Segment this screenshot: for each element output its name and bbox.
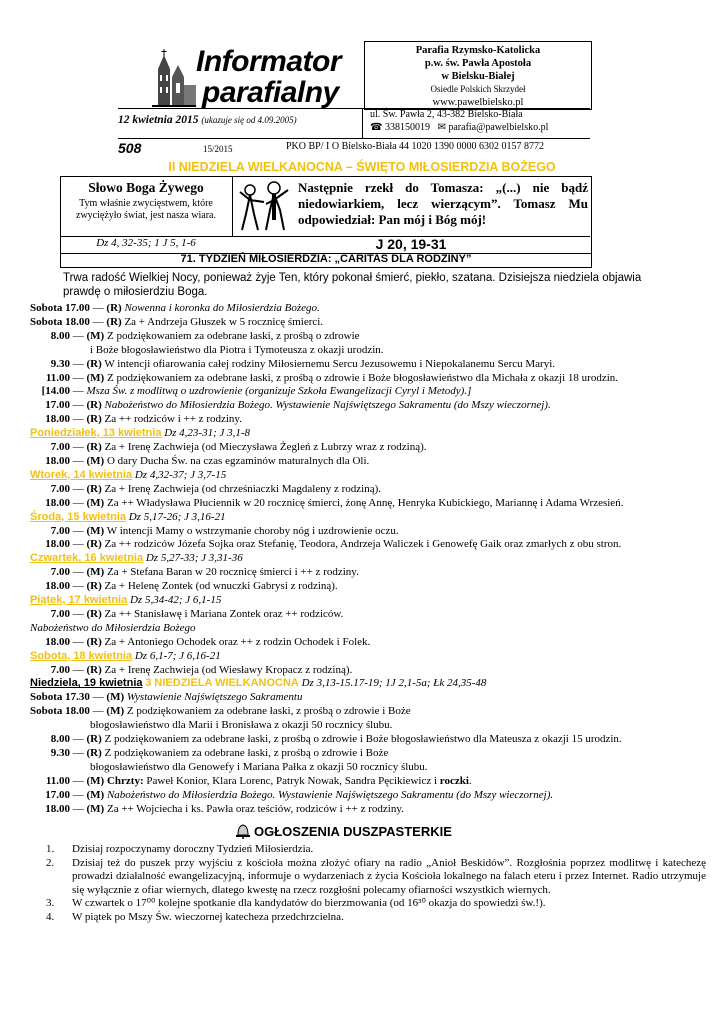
mass-time: [14.00 <box>41 385 70 398</box>
mass-time: 11.00 <box>45 774 70 787</box>
schedule-line: 11.00 — (M) Chrzty: Paweł Konior, Klara Lorenc, Patryk Nowak, Sandra Pęcikiewicz i roczki. <box>30 775 710 789</box>
mass-time: 18.00 <box>45 538 70 551</box>
schedule-line: 18.00 — (M) Za ++ Władysława Płuciennik w 20 rocznicę śmierci, żonę Annę, Henryka Kubickiego, Mariannę i Adama Wrzesień. <box>30 497 710 511</box>
intention-text: Za ++ Stanisławę i Mariana Zontek oraz ++ rodziców. <box>104 607 344 620</box>
schedule-line <box>30 594 710 608</box>
day-heading: Poniedziałek, 13 kwietnia <box>30 427 162 440</box>
celebrant-code: (M) <box>86 802 105 815</box>
schedule-line <box>30 344 710 358</box>
mass-time: Sobota 18.00 <box>30 315 90 328</box>
schedule-line: Sobota 18.00 — (R) Za + Andrzeja Głuszek w 5 rocznicę śmierci. <box>30 315 324 328</box>
schedule-line: 7.00 — (M) Za + Stefana Baran w 20 rocznicę śmierci i ++ z rodziny. <box>30 566 710 580</box>
newsletter-title-line1: Informator <box>196 45 341 78</box>
celebrant-code: (M) <box>86 524 105 537</box>
announcements-list <box>46 843 706 925</box>
day-heading: Wtorek, 14 kwietnia <box>30 468 133 481</box>
mass-time: 17.00 <box>45 788 70 801</box>
intention-text: Z podziękowaniem za odebrane łaski, z prośbą o zdrowie i Boże błogosławieństwo dla Mateusza z okazji 15 urodzin. <box>104 733 622 746</box>
schedule-line <box>30 427 710 441</box>
announcement-text: Dzisiaj rozpoczynamy doroczny Tydzień Miłosierdzia. <box>72 843 314 855</box>
celebrant-code: (R) <box>86 413 102 426</box>
celebrant-code: (R) <box>86 607 102 620</box>
celebrant-code: (R) <box>106 315 122 328</box>
announcement-number: 1. <box>46 843 55 855</box>
intention-text: O dary Ducha Św. na czas egzaminów maturalnych dla Oli. <box>106 454 370 467</box>
email[interactable]: parafia@pawelbielsko.pl <box>448 122 549 133</box>
divider <box>362 108 363 138</box>
announcement-item <box>46 843 706 857</box>
celebrant-code: (M) <box>86 329 105 342</box>
jesus-thomas-illustration-icon <box>236 180 292 232</box>
intention-text: Za + Irenę Zachwieja (od Mieczysława Żegleń z Lubrzy wraz z rodziną). <box>104 441 427 454</box>
celebrant-code: (M) <box>86 454 105 467</box>
mass-time: 18.00 <box>45 454 70 467</box>
celebrant-code: (R) <box>86 580 102 593</box>
mass-time: 9.30 <box>50 747 70 759</box>
celebrant-code: (R) <box>86 663 102 676</box>
intention-text: Za ++ rodziców Józefa Sojka oraz Stefanię, Teodora, Andrzeja Waliczek i Genowefę Gaik oraz zmarłych z obu stron. <box>104 538 622 551</box>
word-subtitle: Tym właśnie zwycięstwem, które zwyciężyło świat, jest nasza wiara. <box>76 198 216 221</box>
intention-text: Z podziękowaniem za odebrane łaski, z prośbą o zdrowie i Boże <box>104 747 389 759</box>
celebrant-code: (M) <box>106 691 125 704</box>
parish-info-box <box>364 41 592 110</box>
intention-continued: błogosławieństwo dla Marii i Bronisława z okazji 50 rocznicy ślubu. <box>90 719 393 732</box>
contact-box <box>364 108 596 137</box>
celebrant-code: (M) <box>86 371 105 384</box>
intention-text: Za + Stefana Baran w 20 rocznicę śmierci i ++ z rodziny. <box>106 566 359 579</box>
date-text: 12 kwietnia 2015 <box>118 114 199 126</box>
schedule-line: Sobota 17.00 — (R) Nowenna i koronka do Miłosierdzia Bożego. <box>30 302 320 314</box>
schedule-line: 18.00 — (R) Za + Helenę Zontek (od wnuczki Gabrysi z rodziną). <box>30 580 710 594</box>
celebrant-code: (R) <box>86 482 102 495</box>
day-readings: Dz 5,27-33; J 3,31-36 <box>145 552 243 565</box>
mass-schedule <box>30 302 710 817</box>
day-heading: Niedziela, 19 kwietnia <box>30 677 143 690</box>
mass-time: 8.00 <box>50 329 70 342</box>
mass-time: 8.00 <box>50 733 70 746</box>
intention-text: Za ++ Władysława Płuciennik w 20 rocznicę śmierci, żonę Annę, Henryka Kubickiego, Mariannę i Adama Wrzesień. <box>106 496 624 509</box>
celebrant-code: (R) <box>86 747 102 759</box>
schedule-line: 7.00 — (R) Za + Irenę Zachwieja (od Wiesławy Kropacz z rodziną). <box>30 664 710 678</box>
schedule-line: 7.00 — (R) Za ++ Stanisławę i Mariana Zontek oraz ++ rodziców. <box>30 608 710 622</box>
phone: 338150019 <box>384 122 430 133</box>
day-heading: Środa, 15 kwietnia <box>30 510 126 523</box>
email-icon: ✉ <box>437 122 446 133</box>
issue-sub: 15/2015 <box>203 144 233 154</box>
celebrant-code: (M) Chrzty: <box>86 774 144 787</box>
schedule-line: 7.00 — (M) W intencji Mamy o wstrzymanie choroby nóg i uzdrowienie oczu. <box>30 525 710 539</box>
celebrant-code: (M) <box>86 566 105 579</box>
mass-time: 7.00 <box>50 441 70 454</box>
intention-text: Za ++ rodziców i ++ z rodziny. <box>104 413 242 426</box>
schedule-line: 8.00 — (M) Z podziękowaniem za odebrane łaski, z prośbą o zdrowie <box>30 330 710 344</box>
day-readings: Dz 5,34-42; J 6,1-15 <box>129 594 222 607</box>
address: ul. Św. Pawła 2, 43-382 Bielsko-Biała <box>370 109 523 120</box>
intention-text: Z podziękowaniem za odebrane łaski, z prośbą o zdrowie i Boże <box>126 705 411 718</box>
schedule-line: 7.00 — (R) Za + Irenę Zachwieja (od Mieczysława Żegleń z Lubrzy wraz z rodziną). <box>30 441 710 455</box>
intention-text: Za + Antoniego Ochodek oraz ++ z rodzin Ochodek i Folek. <box>104 635 371 648</box>
mass-time: Sobota 18.00 <box>30 705 90 718</box>
mass-time: 18.00 <box>45 413 70 426</box>
schedule-line: 18.00 — (R) Za ++ rodziców Józefa Sojka oraz Stefanię, Teodora, Andrzeja Waliczek i Genowefę Gaik oraz zmarłych z obu stron. <box>30 538 710 552</box>
announcement-text: W piątek po Mszy Św. wieczornej katecheza przedchrzcielna. <box>72 910 344 923</box>
announcement-text: W czwartek o 17⁰⁰ kolejne spotkanie dla kandydatów do bierzmowania (od 16³⁰ okazja do spowiedzi św.!). <box>72 897 546 910</box>
schedule-line <box>30 552 710 566</box>
celebrant-code: (M) <box>86 496 105 509</box>
day-heading: Piątek, 17 kwietnia <box>30 594 128 607</box>
parish-line3: w Bielsku-Białej <box>441 71 515 82</box>
celebrant-code: (R) <box>86 733 102 746</box>
date-note: (ukazuje się od 4.09.2005) <box>201 115 297 125</box>
announcement-item <box>46 857 706 898</box>
announcement-text: Dzisiaj też do puszek przy wyjściu z kościoła można złożyć ofiary na radio „Anioł Beskidów”. Rozgłośnia poprzez modlitwę i katechezę prowadzi działalność ewangelizacyjną, informuje o wydarzeniach z życia Kościoła lokalnego na falach eteru i przez Internet. Radio utrzymuje się wyłącznie z ofiar wiernych, dlatego kwestę na rzecz rozgłośni polecamy ofiarności wszystkich wiernych. <box>72 856 706 896</box>
schedule-line: 18.00 — (M) O dary Ducha Św. na czas egzaminów maturalnych dla Oli. <box>30 455 710 469</box>
mass-time: 18.00 <box>45 496 70 509</box>
gospel-quote: Następnie rzekł do Tomasza: „(...) nie bądź niedowiarkiem, lecz wierzącym”. Tomasz Mu odpowiedział: Pan mój i Bóg mój! <box>298 180 588 227</box>
intention-text: Paweł Konior, Klara Lorenc, Patryk Nowak, Sandra Pęcikiewicz i <box>146 774 440 787</box>
mass-time: Sobota 17.00 <box>30 302 90 314</box>
mass-time: 7.00 <box>50 524 70 537</box>
schedule-line <box>30 677 710 691</box>
celebrant-code: (R) <box>86 538 102 551</box>
celebrant-code: (R) <box>86 635 102 648</box>
schedule-line <box>30 761 710 775</box>
intention-text: Za + Irenę Zachwieja (od Wiesławy Kropacz z rodziną). <box>104 663 353 676</box>
intention-text: Z podziękowaniem za odebrane łaski, z prośbą o zdrowie i Boże błogosławieństwo dla Michała z okazji 18 urodzin. <box>106 371 619 384</box>
celebrant-code: (M) <box>86 788 105 801</box>
day-heading: Czwartek, 16 kwietnia <box>30 552 144 565</box>
schedule-line: 9.30 — (R) Z podziękowaniem za odebrane łaski, z prośbą o zdrowie i Boże <box>30 747 710 761</box>
day-heading: Sobota, 18 kwietnia <box>30 649 133 662</box>
mass-time: 17.00 <box>45 399 70 412</box>
sunday-label: 3 NIEDZIELA WIELKANOCNA <box>145 677 299 690</box>
intention-text: W intencji ofiarowania całej rodziny Miłosiernemu Sercu Jezusowemu i Niepokalanemu Sercu Maryi. <box>104 357 555 370</box>
intention-text: Za + Helenę Zontek (od wnuczki Gabrysi z rodziną). <box>104 580 338 593</box>
mass-time: 7.00 <box>50 663 70 676</box>
contact-line <box>370 121 596 134</box>
parish-line4: Osiedle Polskich Skrzydeł <box>430 84 526 94</box>
intention-text: Z podziękowaniem za odebrane łaski, z prośbą o zdrowie <box>106 329 360 342</box>
schedule-line: [14.00 — Msza Św. z modlitwą o uzdrowienie (organizuje Szkoła Ewangelizacji Cyryl i Metody).] <box>30 385 710 399</box>
intention-text: Za + Andrzeja Głuszek w 5 rocznicę śmierci. <box>124 315 324 328</box>
intention-text: Msza Św. z modlitwą o uzdrowienie (organizuje Szkoła Ewangelizacji Cyryl i Metody).] <box>86 385 472 398</box>
day-readings: Dz 6,1-7; J 6,16-21 <box>134 649 221 662</box>
word-heading: Słowo Boga Żywego <box>88 180 204 195</box>
schedule-line: 18.00 — (R) Za + Antoniego Ochodek oraz ++ z rodzin Ochodek i Folek. <box>30 636 710 650</box>
week-title: 71. TYDZIEŃ MIŁOSIERDZIA: „CARITAS DLA RODZINY” <box>60 252 592 268</box>
schedule-line <box>30 469 710 483</box>
gospel-ref: J 20, 19-31 <box>375 236 447 252</box>
schedule-line: 18.00 — (M) Za ++ Wojciecha i ks. Pawła oraz teściów, rodziców i ++ z rodziny. <box>30 803 710 817</box>
phone-icon: ☎ <box>370 122 383 133</box>
schedule-line: 11.00 — (M) Z podziękowaniem za odebrane łaski, z prośbą o zdrowie i Boże błogosławieństwo dla Michała z okazji 18 urodzin. <box>30 372 710 386</box>
mass-time: 11.00 <box>45 371 70 384</box>
mass-time: 18.00 <box>45 580 70 593</box>
celebrant-code: (M) <box>106 705 125 718</box>
schedule-line: 9.30 — (R) W intencji ofiarowania całej rodziny Miłosiernemu Sercu Jezusowemu i Niepokalanemu Sercu Maryi. <box>30 358 710 372</box>
day-readings: Dz 5,17-26; J 3,16-21 <box>128 510 226 523</box>
celebrant-code: (R) <box>86 357 102 370</box>
announcement-number: 4. <box>46 910 55 923</box>
intention-text: Nowenna i koronka do Miłosierdzia Bożego. <box>124 302 320 314</box>
mass-time: 7.00 <box>50 482 70 495</box>
issue-date <box>118 114 297 126</box>
announcement-number: 3. <box>46 897 55 910</box>
schedule-line: 18.00 — (R) Za ++ rodziców i ++ z rodziny. <box>30 413 710 427</box>
bank-account: PKO BP/ I O Bielsko-Biała 44 1020 1390 0000 6302 0157 8772 <box>286 141 545 152</box>
newsletter-title-line2: parafialny <box>202 76 339 109</box>
mass-time: 18.00 <box>45 802 70 815</box>
day-readings: Dz 3,13-15.17-19; 1J 2,1-5a; Łk 24,35-48 <box>301 677 487 690</box>
intention-text: Za + Irenę Zachwieja (od chrześniaczki Magdaleny z rodziną). <box>104 482 382 495</box>
day-readings: Dz 4,32-37; J 3,7-15 <box>134 468 227 481</box>
intro-text: Trwa radość Wielkiej Nocy, ponieważ żyje Ten, który pokonał śmierć, piekło, szatana. Dzisiejsza niedziela objawia prawdę o miłosierdziu Boga. <box>63 272 642 298</box>
schedule-line: 8.00 — (R) Z podziękowaniem za odebrane łaski, z prośbą o zdrowie i Boże błogosławieństwo dla Mateusza z okazji 15 urodzin. <box>30 733 710 747</box>
divider <box>118 138 590 139</box>
schedule-line: Sobota 18.00 — (M) Z podziękowaniem za odebrane łaski, z prośbą o zdrowie i Boże <box>30 705 411 718</box>
announcement-item <box>46 911 706 925</box>
schedule-line <box>30 511 710 525</box>
schedule-line <box>30 622 710 636</box>
schedule-line: 17.00 — (M) Nabożeństwo do Miłosierdzia Bożego. Wystawienie Najświętszego Sakramentu (do Mszy wieczornej). <box>30 789 710 803</box>
intention-continued: błogosławieństwo dla Genowefy i Mariana Pałka z okazji 50 rocznicy ślubu. <box>90 760 428 773</box>
announcements-title: OGŁOSZENIA DUSZPASTERKIE <box>254 824 452 839</box>
intention-text: W intencji Mamy o wstrzymanie choroby nóg i uzdrowienie oczu. <box>106 524 399 537</box>
church-logo-icon <box>150 47 198 107</box>
intention-text: Nabożeństwo do Miłosierdzia Bożego. Wystawienie Najświętszego Sakramentu (do Mszy wieczornej). <box>106 788 554 801</box>
celebrant-code: (R) <box>106 302 122 314</box>
schedule-line: 17.00 — (R) Nabożeństwo do Miłosierdzia Bożego. Wystawienie Najświętszego Sakramentu (do Mszy wieczornej). <box>30 399 710 413</box>
parish-line1: Parafia Rzymsko-Katolicka <box>415 45 541 56</box>
mass-time: Sobota 17.30 <box>30 691 90 704</box>
intention-text: Wystawienie Najświętszego Sakramentu <box>126 691 303 704</box>
schedule-line: Sobota 17.30 — (M) Wystawienie Najświętszego Sakramentu <box>30 691 303 704</box>
mass-time: 9.30 <box>50 357 70 370</box>
schedule-line <box>30 650 710 664</box>
intention-text: Za ++ Wojciecha i ks. Pawła oraz teściów, rodziców i ++ z rodziny. <box>106 802 404 815</box>
celebrant-code: (R) <box>86 399 102 412</box>
schedule-line <box>30 719 710 733</box>
issue-number: 508 <box>118 140 142 156</box>
mass-time: 18.00 <box>45 635 70 648</box>
celebrant-code: (R) <box>86 441 102 454</box>
announcement-item <box>46 897 706 911</box>
church-bell-icon <box>234 821 252 839</box>
service-note: Nabożeństwo do Miłosierdzia Bożego <box>30 621 196 634</box>
parish-line2: p.w. św. Pawła Apostoła <box>424 58 532 69</box>
intention-bold: roczki <box>439 774 469 787</box>
mass-time: 7.00 <box>50 607 70 620</box>
readings-ref: Dz 4, 32-35; 1 J 5, 1-6 <box>96 237 196 249</box>
word-left-panel <box>60 176 233 236</box>
intention-text: Nabożeństwo do Miłosierdzia Bożego. Wystawienie Najświętszego Sakramentu (do Mszy wieczornej). <box>104 399 551 412</box>
sunday-title: II NIEDZIELA WIELKANOCNA – ŚWIĘTO MIŁOSIERDZIA BOŻEGO <box>168 160 556 174</box>
announcement-number: 2. <box>46 856 55 869</box>
schedule-line: 7.00 — (R) Za + Irenę Zachwieja (od chrześniaczki Magdaleny z rodziną). <box>30 483 710 497</box>
mass-time: 7.00 <box>50 566 70 579</box>
parish-website[interactable]: www.pawelbielsko.pl <box>432 97 524 108</box>
intention-continued: i Boże błogosławieństwo dla Piotra i Tymoteusza z okazji urodzin. <box>90 343 384 356</box>
day-readings: Dz 4,23-31; J 3,1-8 <box>164 427 251 440</box>
